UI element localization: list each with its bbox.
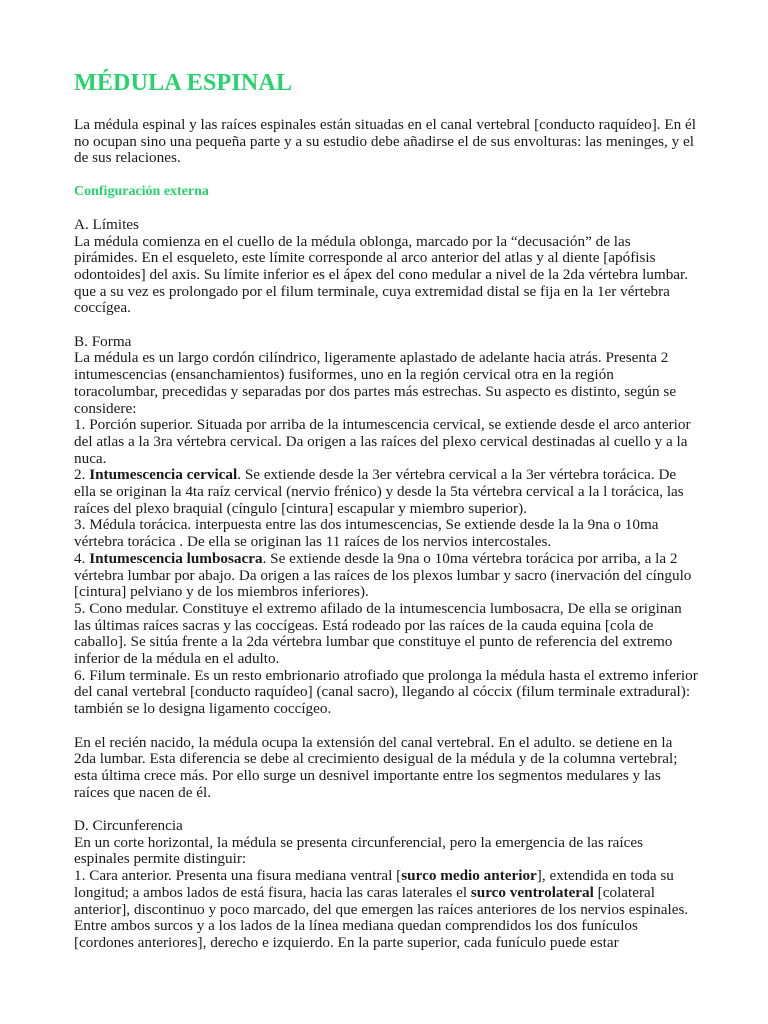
limites-section bbox=[74, 217, 698, 317]
section-heading: Configuración externa bbox=[74, 183, 209, 199]
forma-item-4 bbox=[74, 551, 698, 601]
circ-item-1-term-2: surco ventrolateral bbox=[470, 883, 594, 901]
forma-item-4-prefix: 4. bbox=[74, 549, 90, 567]
page-title: MÉDULA ESPINAL bbox=[74, 70, 293, 96]
limites-heading: A. Límites bbox=[74, 215, 139, 233]
forma-section bbox=[74, 334, 698, 718]
circunferencia-heading: D. Circunferencia bbox=[74, 817, 183, 835]
forma-item-2-term: Intumescencia cervical bbox=[89, 466, 238, 484]
forma-item-2-text: . Se extiende desde la 3er vértebra cervical a la 3er vértebra torácica. De ella se originan la 4ta raíz cervical (nervio frénico) y desde la 5ta vértebra cervical a la l torácica, las raíces del plexo braquial (cíngulo [cintura] escapular y miembro superior). bbox=[74, 466, 684, 517]
forma-item-5: 5. Cono medular. Constituye el extremo afilado de la intumescencia lumbosacra, De ella se originan las últimas raíces sacras y las coccígeas. Está rodeado por las raíces de la cauda equina [cola de caballo]. Se sitúa frente a la 2da vértebra lumbar que constituye el punto de referencia del extremo inferior de la médula en el adulto. bbox=[74, 599, 682, 668]
forma-item-3: 3. Médula torácica. interpuesta entre las dos intumescencias, Se extiende desde la la 9na o 10ma vértebra torácica . De ella se originan las 11 raíces de los nervios intercostales. bbox=[74, 516, 659, 551]
limites-text: La médula comienza en el cuello de la médula oblonga, marcado por la “decusación” de las pirámides. En el esqueleto, este límite corresponde al arco anterior del atlas y al diente [apófisis odontoides] del axis. Su límite inferior es el ápex del cono medular a nivel de la 2da vértebra lumbar. que a su vez es prolongado por el filum terminale, cuya extremidad distal se fija en la 1er vértebra coccígea. bbox=[74, 232, 689, 317]
circ-item-1-c: [colateral anterior], discontinuo y poco marcado, del que emergen las raíces anteriores de los nervios espinales. Entre ambos surcos y a los lados de la línea mediana quedan comprendidos los dos funículos [cordones anteriores], derecho e izquierdo. En la parte superior, cada funículo puede estar bbox=[74, 883, 689, 951]
forma-heading: B. Forma bbox=[74, 332, 132, 350]
forma-text: La médula es un largo cordón cilíndrico, ligeramente aplastado de adelante hacia atrás. Presenta 2 intumescencias (ensanchamientos) fusiformes, uno en la región cervical otra en la región toracolumbar, precedidas y separadas por dos partes más estrechas. Su aspecto es distinto, según se considere: bbox=[74, 349, 677, 417]
circ-item-1-a: 1. Cara anterior. Presenta una fisura mediana ventral [ bbox=[74, 867, 402, 885]
forma-item-2 bbox=[74, 467, 698, 517]
forma-item-1: 1. Porción superior. Situada por arriba de la intumescencia cervical, se extiende desde el arco anterior del atlas a la 3ra vértebra cervical. Da origen a las raíces del plexo cervical destinadas al cuello y a la nuca. bbox=[74, 416, 691, 467]
circunferencia-text: En un corte horizontal, la médula se presenta circunferencial, pero la emergencia de las raíces espinales permite distinguir: bbox=[74, 833, 643, 868]
intro-paragraph: La médula espinal y las raíces espinales están situadas en el canal vertebral [conducto raquídeo]. En él no ocupan sino una pequeña parte y a su estudio debe añadirse el de sus envolturas: las meninges, y el de sus relaciones. bbox=[74, 116, 697, 167]
forma-item-4-text: . Se extiende desde la 9na o 10ma vértebra torácica por arriba, a la 2 vértebra lumbar por abajo. Da origen a las raíces de los plexos lumbar y sacro (inervación del cíngulo [cintura] pelviano y de los miembros inferiores). bbox=[74, 549, 692, 601]
forma-item-2-prefix: 2. bbox=[74, 466, 90, 484]
forma-item-4-term: Intumescencia lumbosacra bbox=[89, 549, 263, 567]
circunferencia-section bbox=[74, 818, 698, 952]
newborn-paragraph: En el recién nacido, la médula ocupa la extensión del canal vertebral. En el adulto. se detiene en la 2da lumbar. Esta diferencia se debe al crecimiento desigual de la médula y de la columna vertebral; esta última crece más. Por ello surge un desnivel importante entre los segmentos medulares y las raíces que nacen de él. bbox=[74, 733, 678, 801]
circunferencia-item-1 bbox=[74, 868, 698, 952]
forma-item-6: 6. Filum terminale. Es un resto embrionario atrofiado que prolonga la médula hasta el extremo inferior del canal vertebral [conducto raquídeo] (canal sacro), llegando al cóccix (filum terminale extradural): también se lo designa ligamento coccígeo. bbox=[74, 666, 698, 718]
circ-item-1-term-1: surco medio anterior bbox=[401, 867, 537, 885]
circ-item-1-b: ], extendida en toda su longitud; a ambos lados de está fisura, hacia las caras laterales el bbox=[74, 867, 674, 901]
document-page bbox=[74, 66, 698, 968]
